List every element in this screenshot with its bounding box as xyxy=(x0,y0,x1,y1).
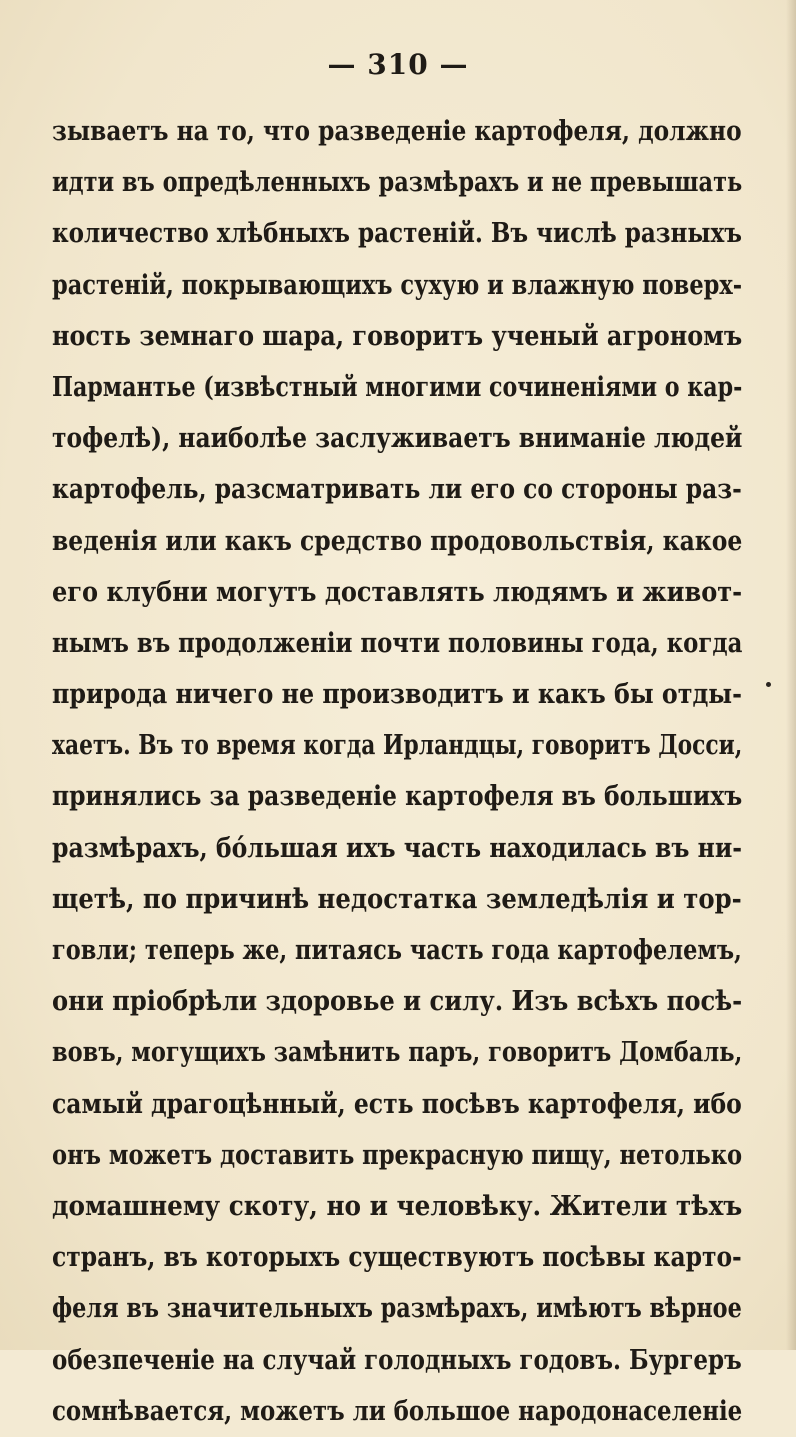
text-line: вовъ, могущихъ замѣнить паръ, говоритъ Домбаль, xyxy=(52,1036,742,1069)
text-line: растеній, покрывающихъ сухую и влажную поверх- xyxy=(52,268,742,301)
text-line: картофель, разсматривать ли его со стороны раз- xyxy=(52,473,742,506)
text-line: щетѣ, по причинѣ недостатка земледѣлія и тор- xyxy=(52,882,742,915)
text-line: сомнѣвается, можетъ ли большое народонаселеніе xyxy=(52,1394,742,1427)
page-number: — 310 — xyxy=(327,48,469,81)
text-line: количество хлѣбныхъ растеній. Въ числѣ разныхъ xyxy=(52,217,742,250)
text-line: домашнему скоту, но и человѣку. Жители тѣхъ xyxy=(52,1189,742,1222)
text-line: онъ можетъ доставить прекрасную пищу, нетолько xyxy=(52,1138,742,1171)
text-line: зываетъ на то, что разведеніе картофеля, должно xyxy=(52,115,742,147)
text-line: они пріобрѣли здоровье и силу. Изъ всѣхъ посѣ- xyxy=(52,985,742,1018)
text-line: хаетъ. Въ то время когда Ирландцы, говоритъ Досси, xyxy=(52,729,742,762)
text-line: тофелѣ), наиболѣе заслуживаетъ вниманіе людей xyxy=(52,422,742,455)
ink-speck xyxy=(766,682,771,687)
text-line: нымъ въ продолженіи почти половины года, когда xyxy=(52,626,742,659)
page-edge-shadow xyxy=(786,0,796,1350)
text-line: феля въ значительныхъ размѣрахъ, имѣютъ вѣрное xyxy=(52,1292,742,1325)
text-line: Пармантье (извѣстный многими сочиненіями о кар- xyxy=(52,370,742,403)
text-line: его клубни могутъ доставлять людямъ и живот- xyxy=(52,575,742,608)
text-line: ность земнаго шара, говоритъ ученый агрономъ xyxy=(52,319,742,352)
text-line: обезпеченіе на случай голодныхъ годовъ. Бургеръ xyxy=(52,1343,742,1376)
text-line: принялись за разведеніе картофеля въ большихъ xyxy=(52,780,742,813)
text-line: веденія или какъ средство продовольствія, какое xyxy=(52,524,742,557)
text-line: говли; теперь же, питаясь часть года картофелемъ, xyxy=(52,934,742,966)
text-line: странъ, въ которыхъ существуютъ посѣвы карто- xyxy=(52,1241,742,1274)
text-line: самый драгоцѣнный, есть посѣвъ картофеля, ибо xyxy=(52,1087,742,1120)
text-line: размѣрахъ, бóльшая ихъ часть находилась въ ни- xyxy=(52,831,742,864)
text-line: природа ничего не производитъ и какъ бы отды- xyxy=(52,678,742,711)
body-text xyxy=(52,106,742,1437)
text-line: идти въ опредѣленныхъ размѣрахъ и не превышать xyxy=(52,166,742,199)
